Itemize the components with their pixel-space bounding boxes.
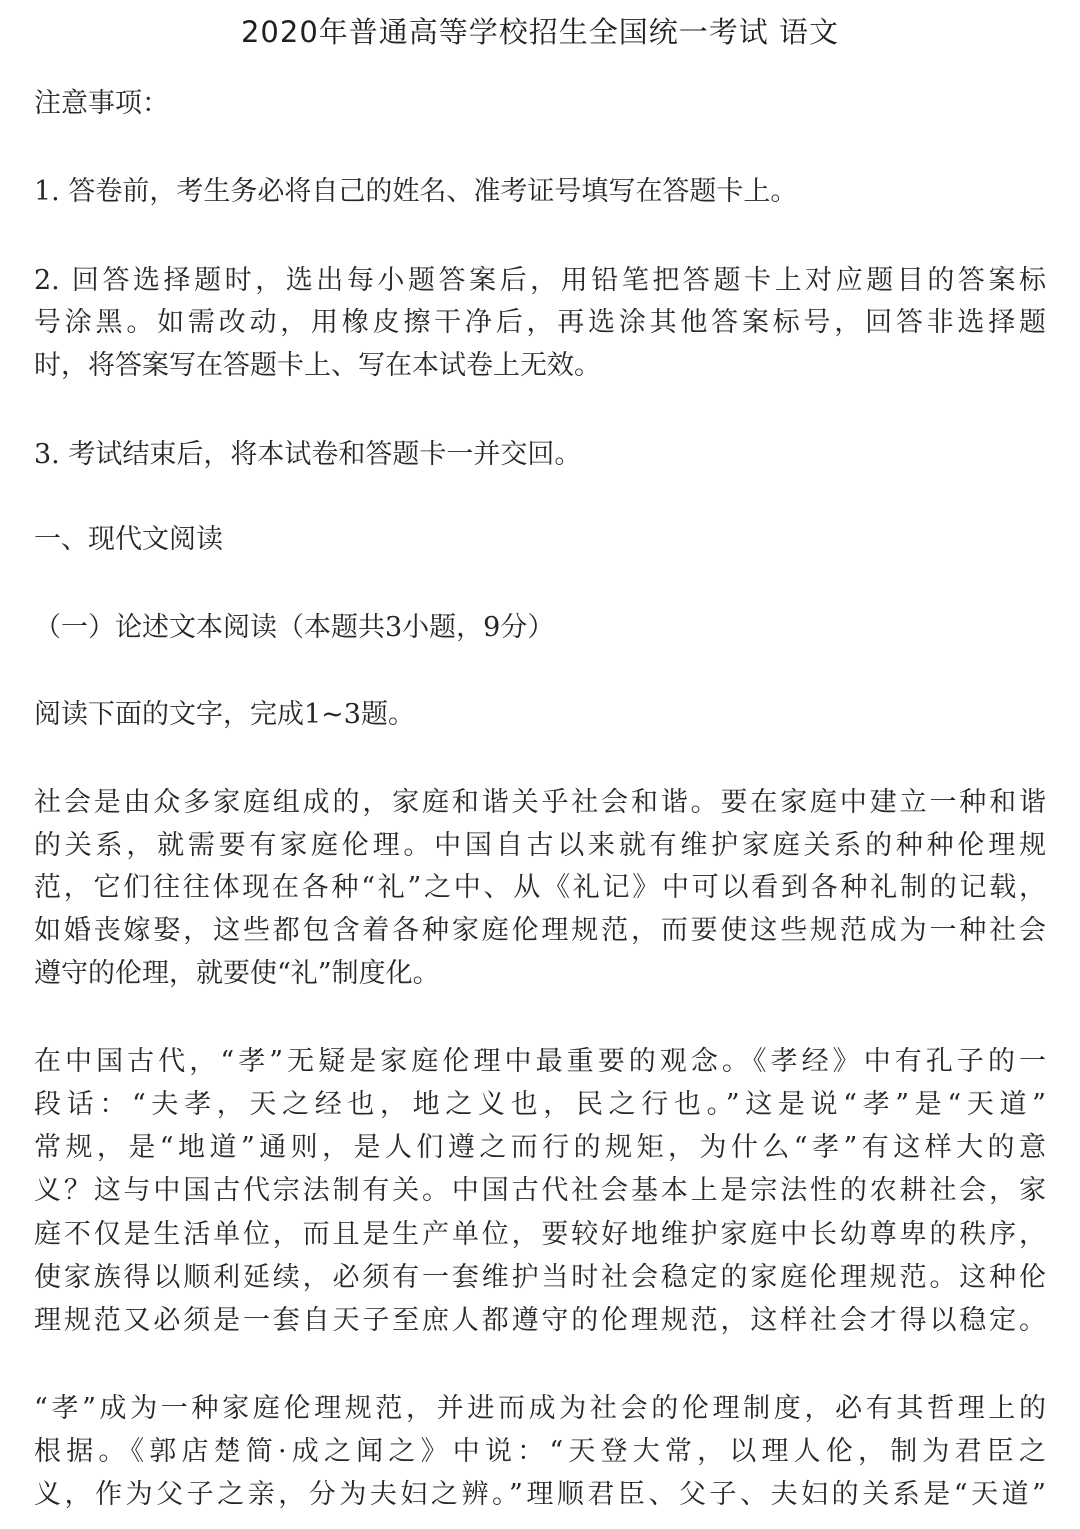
page-title: 2020年普通高等学校招生全国统一考试 语文 [240,15,840,49]
notice-item-2-line-1: 2. 回答选择题时，选出每小题答案后，用铅笔把答题卡上对应题目的答案标 [34,265,1046,296]
para1-line-1: 社会是由众多家庭组成的，家庭和谐关乎社会和谐。要在家庭中建立一种和谐 [34,787,1046,818]
para2-line-5: 庭不仅是生活单位，而且是生产单位，要较好地维护家庭中长幼尊卑的秩序， [34,1219,1046,1250]
para1-line-5: 遵守的伦理，就要使“礼”制度化。 [34,958,440,989]
reading-instruction: 阅读下面的文字，完成1~3题。 [34,699,415,730]
para3-line-3: 义，作为父子之亲，分为夫妇之辨。”理顺君臣、父子、夫妇的关系是“天道” [34,1479,1046,1510]
notice-item-2-line-3: 时，将答案写在答题卡上、写在本试卷上无效。 [34,350,601,381]
notice-item-1: 1. 答卷前，考生务必将自己的姓名、准考证号填写在答题卡上。 [34,176,798,207]
para2-line-3: 常规，是“地道”通则，是人们遵之而行的规矩，为什么“孝”有这样大的意 [34,1132,1046,1163]
notice-item-2-line-2: 号涂黑。如需改动，用橡皮擦干净后，再选涂其他答案标号，回答非选择题 [34,307,1046,338]
notice-heading: 注意事项： [34,88,169,119]
subsection-heading: （一）论述文本阅读（本题共3小题，9分） [34,612,555,643]
para2-line-4: 义？这与中国古代宗法制有关。中国古代社会基本上是宗法性的农耕社会，家 [34,1175,1046,1206]
para2-line-6: 使家族得以顺利延续，必须有一套维护当时社会稳定的家庭伦理规范。这种伦 [34,1262,1046,1293]
para2-line-2: 段话：“夫孝，天之经也，地之义也，民之行也。”这是说“孝”是“天道” [34,1089,1046,1120]
section-heading: 一、现代文阅读 [34,524,223,555]
para1-line-3: 范，它们往往体现在各种“礼”之中、从《礼记》中可以看到各种礼制的记载， [34,872,1046,903]
para3-line-2: 根据。《郭店楚简·成之闻之》中说：“天登大常，以理人伦，制为君臣之 [34,1436,1046,1467]
notice-item-3: 3. 考试结束后，将本试卷和答题卡一并交回。 [34,439,582,470]
para2-line-1: 在中国古代，“孝”无疑是家庭伦理中最重要的观念。《孝经》中有孔子的一 [34,1046,1046,1077]
para2-line-7: 理规范又必须是一套自天子至庶人都遵守的伦理规范，这样社会才得以稳定。 [34,1305,1046,1336]
para3-line-1: “孝”成为一种家庭伦理规范，并进而成为社会的伦理制度，必有其哲理上的 [34,1393,1046,1424]
para1-line-2: 的关系，就需要有家庭伦理。中国自古以来就有维护家庭关系的种种伦理规 [34,830,1046,861]
para1-line-4: 如婚丧嫁娶，这些都包含着各种家庭伦理规范，而要使这些规范成为一种社会 [34,915,1046,946]
